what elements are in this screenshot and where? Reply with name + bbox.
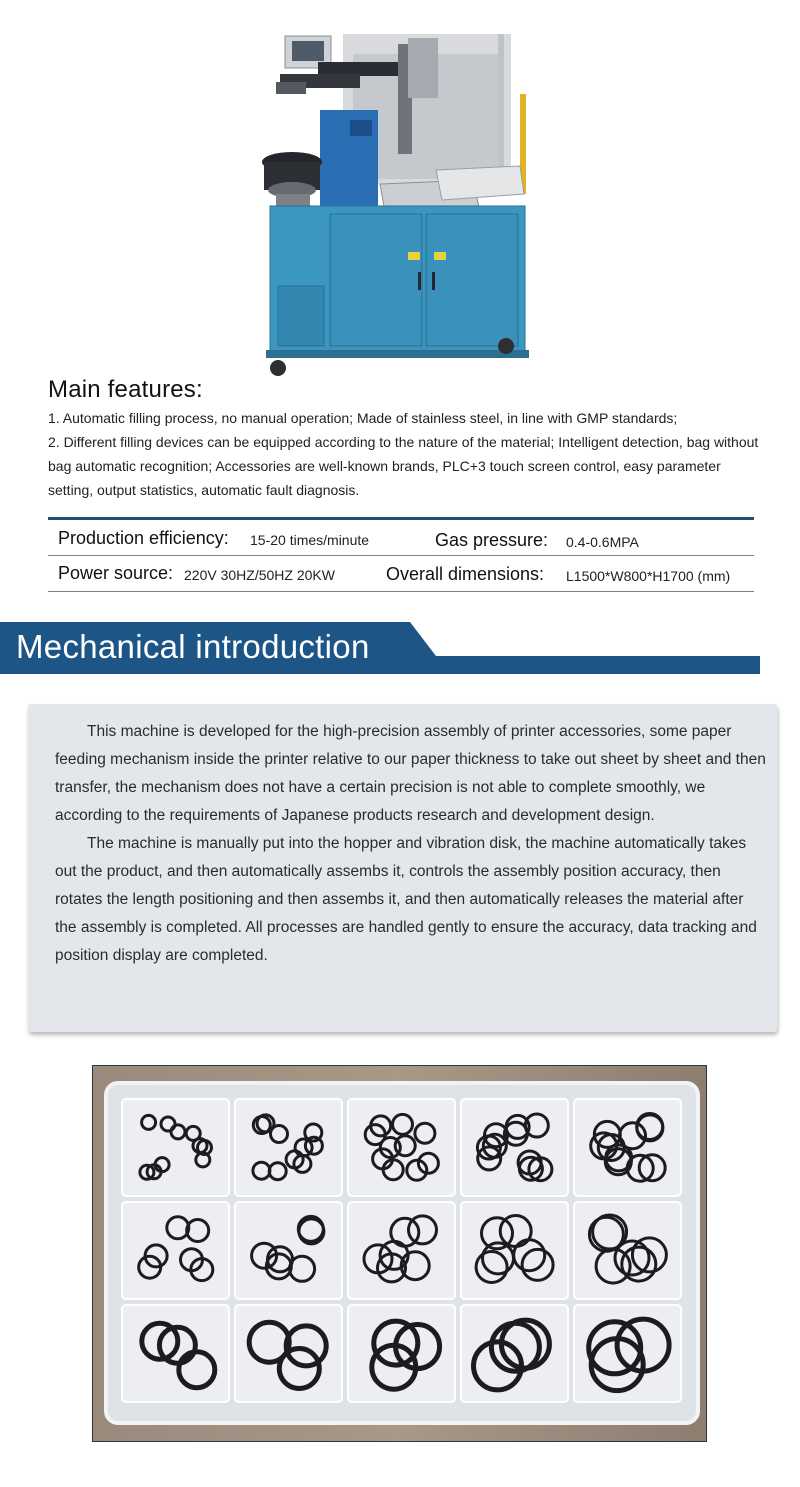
oring-kit-photo (92, 1065, 707, 1442)
overall-dimensions-value: L1500*W800*H1700 (mm) (566, 568, 731, 584)
spec-row (48, 520, 754, 556)
power-source-value: 220V 30HZ/50HZ 20KW (184, 567, 335, 583)
feature-item: 1. Automatic filling process, no manual operation; Made of stainless steel, in line with GMP standards; (48, 410, 678, 426)
production-efficiency-value: 15-20 times/minute (250, 532, 370, 548)
oring-grid (122, 1099, 681, 1402)
features-list (48, 406, 768, 502)
spec-table (48, 517, 754, 595)
production-efficiency-label: Production efficiency: (58, 528, 229, 548)
intro-text (55, 718, 767, 970)
gas-pressure-label: Gas pressure: (435, 530, 549, 550)
feature-item: 2. Different filling devices can be equipped according to the nature of the material; Intelligent detection, bag without bag automatic recognition; Accessories are well-known brands, PLC+3 touch screen control, easy parameter setting, output statistics, automatic fault diagnosis. (48, 434, 759, 498)
intro-paragraph: This machine is developed for the high-precision assembly of printer accessories, some paper feeding mechanism inside the printer relative to our paper thickness to take out sheet by sheet and then transfer, the mechanism does not have a certain precision is not able to complete smoothly, we according to the requirements of Japanese products research and development design. (55, 723, 766, 824)
section-title: Mechanical introduction (16, 628, 370, 665)
machine-photo (258, 34, 543, 384)
gas-pressure-value: 0.4-0.6MPA (566, 534, 639, 550)
features-title: Main features: (48, 376, 203, 403)
power-source-label: Power source: (58, 563, 174, 583)
intro-paragraph: The machine is manually put into the hopper and vibration disk, the machine automatically takes out the product, and then automatically assembs it, controls the assembly position accuracy, then rotates the length positioning and then assembs it, and then automatically releases the material after the assembly is completed. All processes are handled gently to ensure the accuracy, data tracking and position display are completed. (55, 835, 757, 964)
spec-row (48, 556, 754, 592)
overall-dimensions-label: Overall dimensions: (386, 564, 545, 584)
